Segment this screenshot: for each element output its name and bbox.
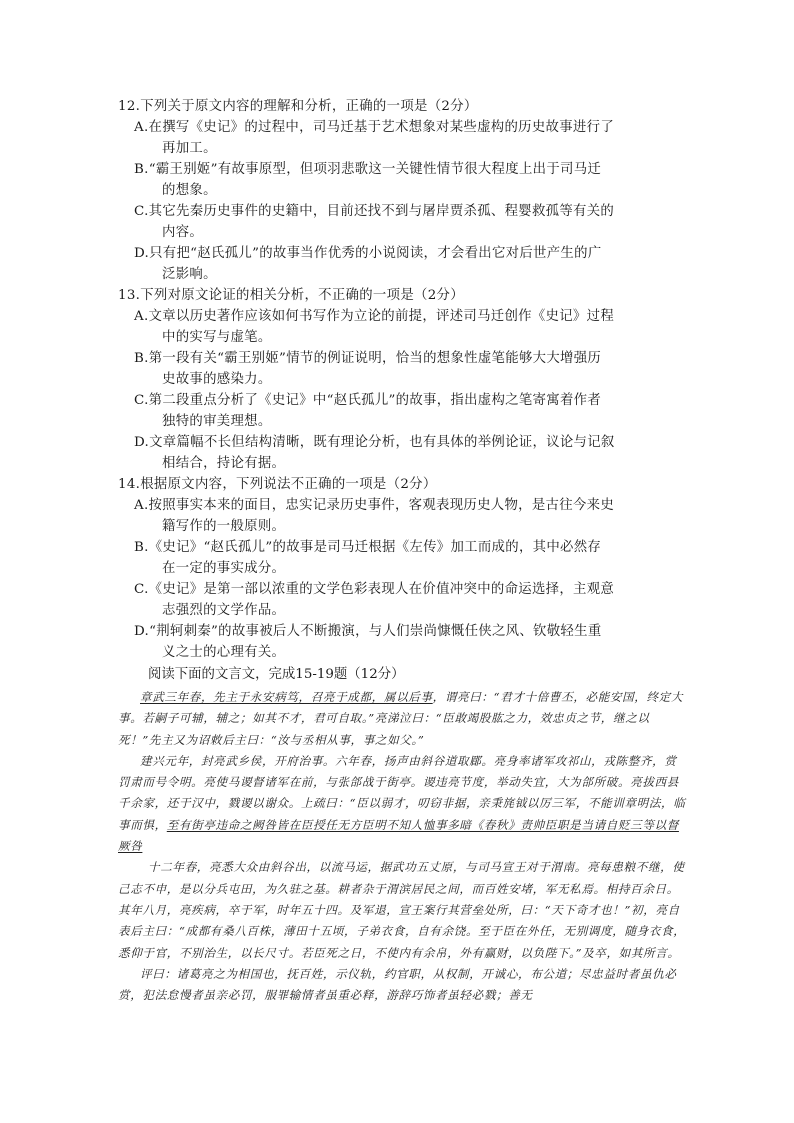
question-14 — [118, 474, 688, 663]
option-line: B.“霸王别姬”有故事原型，但项羽悲歌这一关键性情节很大程度上出于司马迁 — [134, 162, 602, 177]
option-continuation: 在一定的事实成分。 — [162, 561, 286, 576]
answer-option — [118, 201, 688, 243]
answer-option — [118, 432, 688, 474]
passage-paragraph-3: 十二年春，亮悉大众由斜谷出，以流马运，据武功五丈原，与司马宣王对于渭南。亮每患粮不继，使己志不申，是以分兵屯田，为久驻之基。耕者杂于渭滨居民之间，而百姓安堵，军无私焉。相持百余日。其年八月，亮疾病，卒于军，时年五十四。及军退，宣王案行其营垒处所，曰：“天下奇才也！”初，亮自表后主曰：“成都有桑八百株，薄田十五顷，子弟衣食，自有余饶。至于臣在外任，无别调度，随身衣食，悉仰于官，不别治生，以长尺寸。若臣死之日，不使内有余帛，外有赢财，以负陛下。”及卒，如其所言。 — [118, 860, 686, 960]
answer-option — [118, 243, 688, 285]
answer-option — [118, 159, 688, 201]
option-line: A.按照事实本来的面目，忠实记录历史事件，客观表现历史人物，是古往今来史 — [134, 498, 615, 513]
option-continuation: 志强烈的文学作品。 — [162, 603, 286, 618]
underlined-sentence-2: 至有街亭违命之阙咎皆在臣授任无方臣明不知人恤事多暗《春秋》责帅臣职是当请自贬三等以督厥咎 — [118, 817, 679, 854]
exam-page — [118, 96, 688, 1006]
option-line: D.只有把“赵氏孤儿”的故事当作优秀的小说阅读，才会看出它对后世产生的广 — [134, 246, 602, 261]
option-continuation: 内容。 — [162, 225, 204, 240]
passage-paragraph-4: 评曰：诸葛亮之为相国也，抚百姓，示仪轨，约官职，从权制，开诚心，布公道；尽忠益时者虽仇必赏，犯法怠慢者虽亲必罚，服罪输情者虽重必释，游辞巧饰者虽轻必戮；善无 — [118, 966, 677, 1003]
option-continuation: 泛影响。 — [162, 267, 217, 282]
option-line: C.其它先秦历史事件的史籍中，目前还找不到与屠岸贾杀孤、程婴救孤等有关的 — [134, 204, 615, 219]
answer-option — [118, 117, 688, 159]
reading-intro: 阅读下面的文言文，完成15-19题（12分） — [148, 667, 405, 682]
passage-paragraph-1 — [118, 687, 688, 751]
answer-option — [118, 579, 688, 621]
answer-option — [118, 306, 688, 348]
option-line: B.《史记》“赵氏孤儿”的故事是司马迁根据《左传》加工而成的，其中必然存 — [134, 540, 602, 555]
classical-passage — [118, 687, 688, 1006]
option-continuation: 独特的审美理想。 — [162, 414, 272, 429]
question-stem: 14.根据原文内容，下列说法不正确的一项是（2分） — [118, 477, 437, 492]
answer-option — [118, 390, 688, 432]
answer-option — [118, 537, 688, 579]
question-list — [118, 96, 688, 663]
answer-option — [118, 495, 688, 537]
passage-text: ，谓亮曰：“君才十倍曹丕，必能安国，终定大事。若嗣子可辅，辅之；如其不才，君可自取。”亮涕泣曰：“臣敢竭股肱之力，效忠贞之节，继之以死！”先主又为诏敕后主曰：“汝与丞相从事，事之如父。” — [118, 690, 684, 747]
option-line: D.文章篇幅不长但结构清晰，既有理论分析，也有具体的举例论证，议论与记叙 — [134, 435, 615, 450]
option-continuation: 相结合，持论有据。 — [162, 456, 286, 471]
option-line: A.文章以历史著作应该如何书写作为立论的前提，评述司马迁创作《史记》过程 — [134, 309, 615, 324]
answer-option — [118, 348, 688, 390]
option-continuation: 的想象。 — [162, 183, 217, 198]
question-stem: 13.下列对原文论证的相关分析，不正确的一项是（2分） — [118, 288, 464, 303]
option-continuation: 义之士的心理有关。 — [162, 645, 286, 660]
option-continuation: 中的实写与虚笔。 — [162, 330, 272, 345]
option-line: A.在撰写《史记》的过程中，司马迁基于艺术想象对某些虚构的历史故事进行了 — [134, 120, 615, 135]
answer-option — [118, 621, 688, 663]
passage-paragraph-2 — [118, 751, 688, 857]
question-stem: 12.下列关于原文内容的理解和分析，正确的一项是（2分） — [118, 99, 478, 114]
option-line: D.“荆轲刺秦”的故事被后人不断搬演，与人们崇尚慷慨任侠之风、钦敬轻生重 — [134, 624, 602, 639]
option-continuation: 再加工。 — [162, 141, 217, 156]
option-line: C.第二段重点分析了《史记》中“赵氏孤儿”的故事，指出虚构之笔寄寓着作者 — [134, 393, 602, 408]
option-line: C.《史记》是第一部以浓重的文学色彩表现人在价值冲突中的命运选择，主观意 — [134, 582, 615, 597]
question-13 — [118, 285, 688, 474]
option-continuation: 史故事的感染力。 — [162, 372, 272, 387]
underlined-sentence-1: 章武三年春，先主于永安病笃，召亮于成都，属以后事 — [140, 690, 433, 704]
option-continuation: 籍写作的一般原则。 — [162, 519, 286, 534]
question-12 — [118, 96, 688, 285]
passage-text: 建兴元年，封亮武乡侯，开府治事。六年春，扬声由斜谷道取郿。亮身率诸军攻祁山，戎陈整齐，赏罚肃而号令明。亮使马谡督诸军在前，与张郃战于街亭。谡违亮节度，举动失宜，大为郃所破。亮拔西县千余家，还于汉中，戮谡以谢众。上疏曰：“臣以弱才，叨窃非据，亲秉旄钺以厉三军，不能训章明法，临事而惧， — [118, 753, 686, 832]
option-line: B.第一段有关“霸王别姬”情节的例证说明，恰当的想象性虚笔能够大大增强历 — [134, 351, 602, 366]
